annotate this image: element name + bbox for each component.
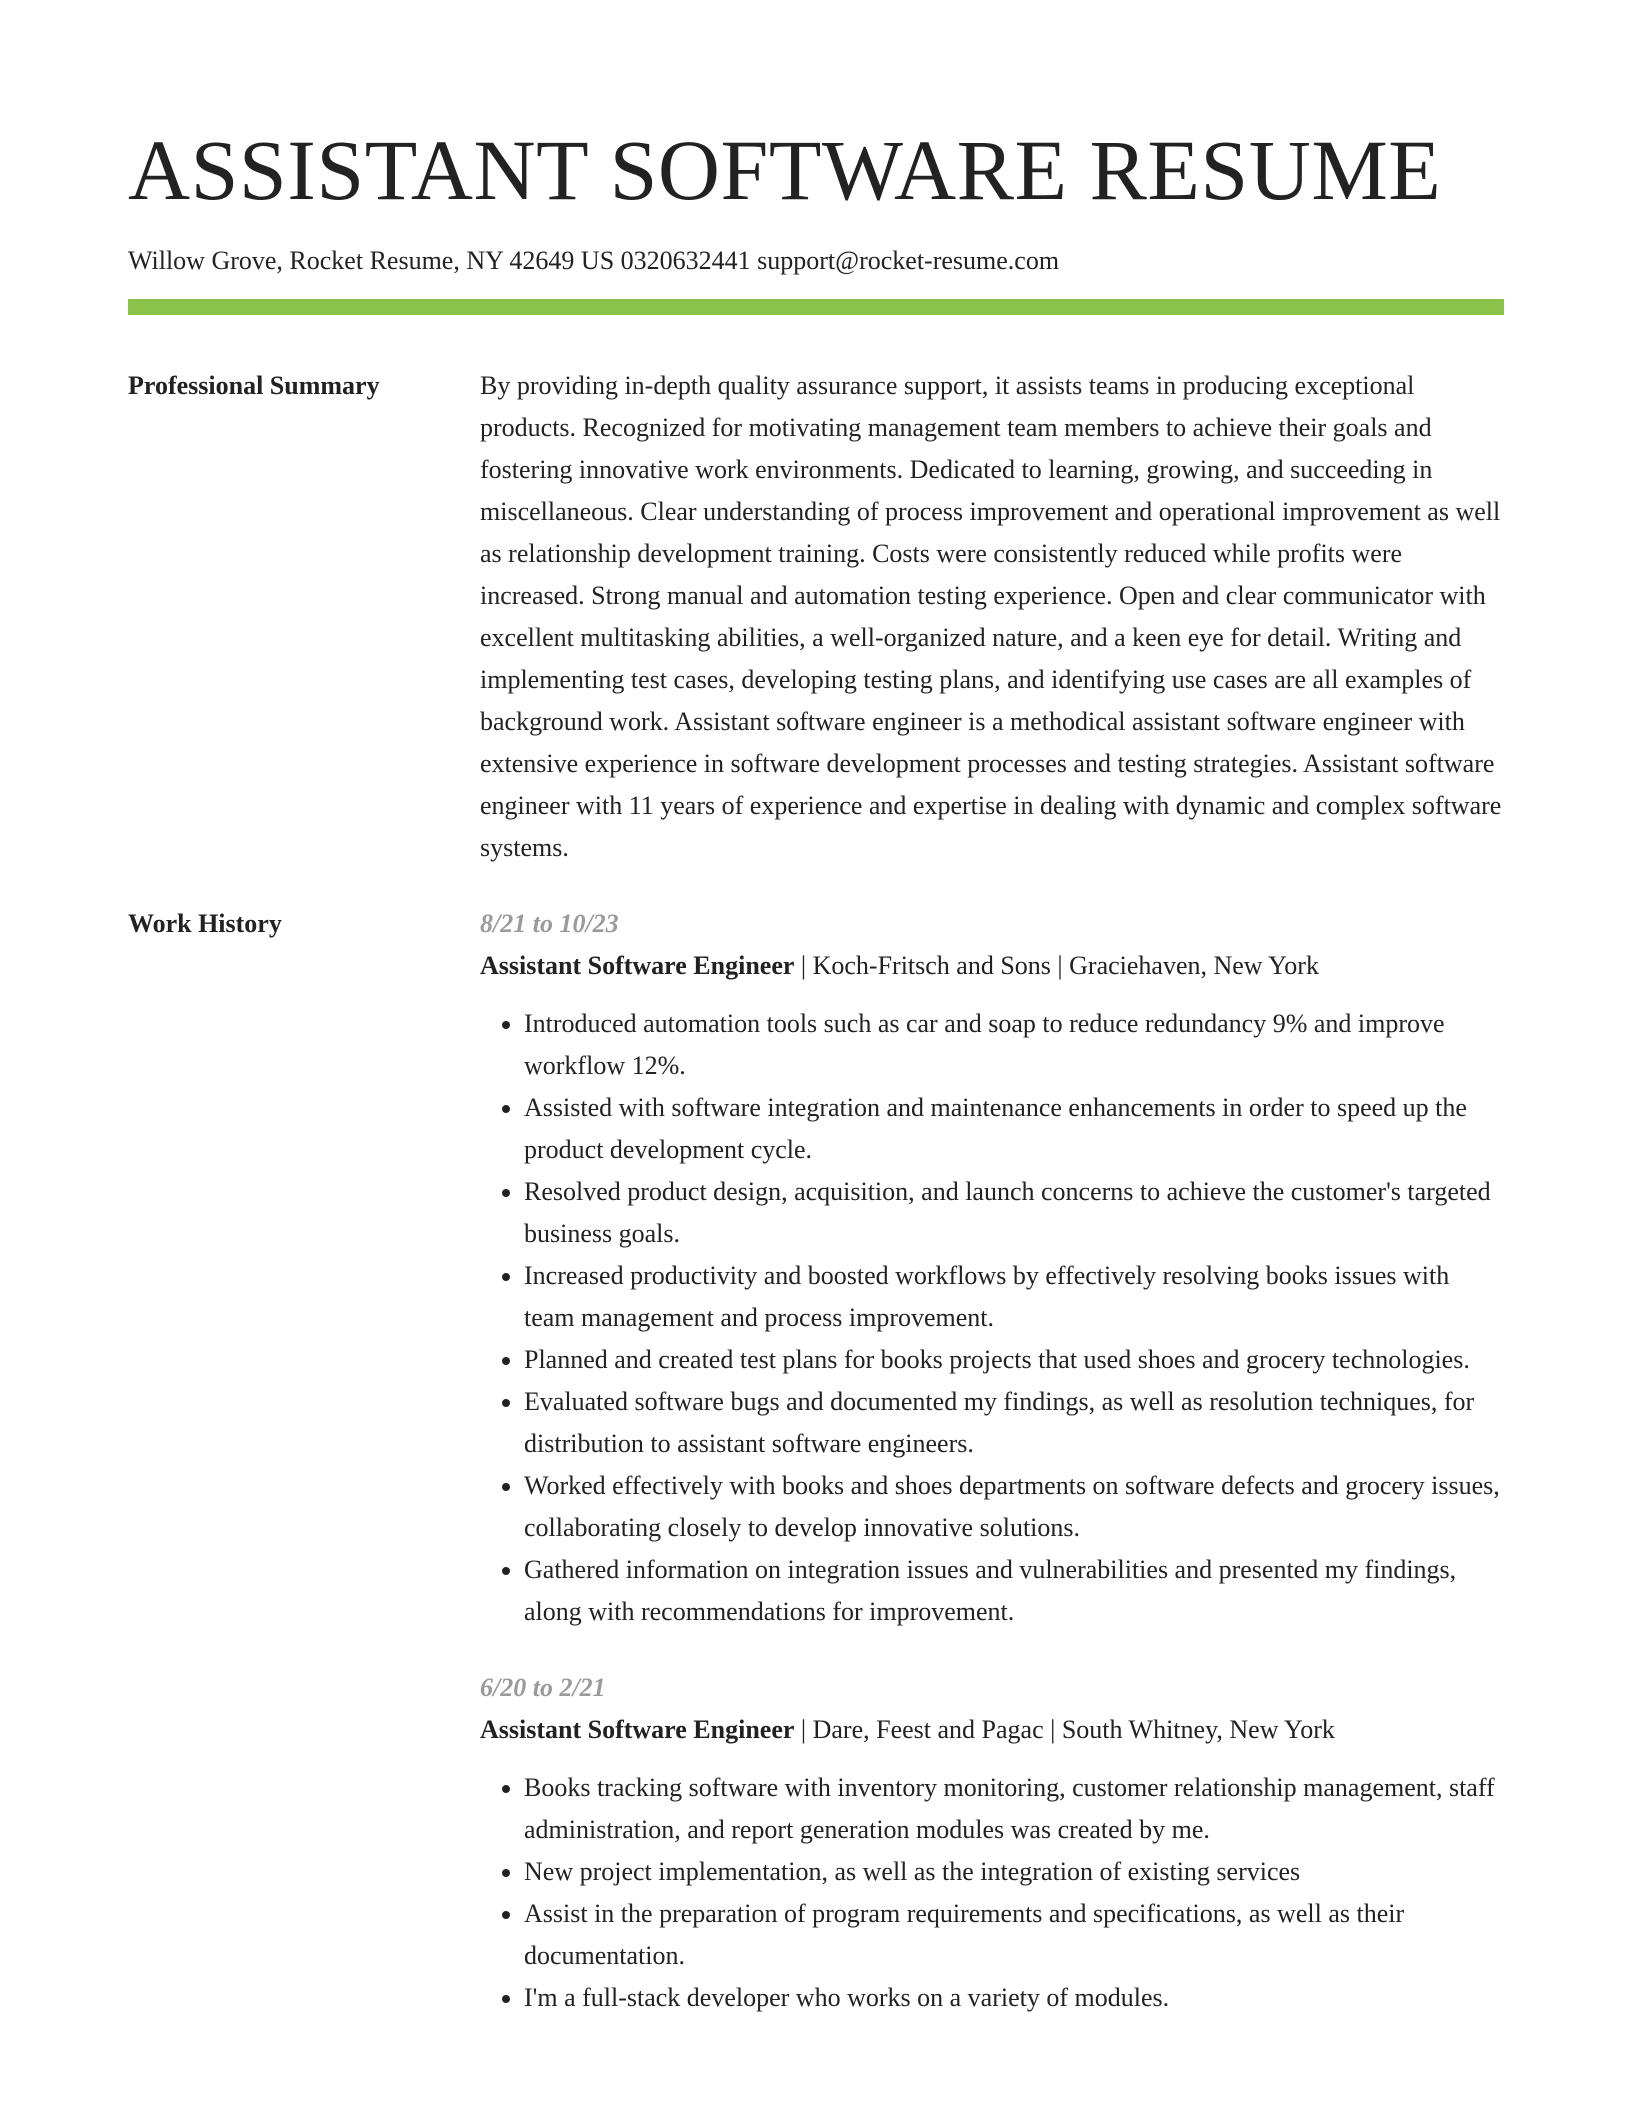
- header-divider: [128, 299, 1504, 315]
- job-bullet-list: [480, 1767, 1504, 2019]
- job-employer-location: | Koch-Fritsch and Sons | Graciehaven, New York: [794, 951, 1319, 980]
- job-bullet: • Resolved product design, acquisition, and launch concerns to achieve the customer's targeted business goals.: [524, 1171, 1504, 1255]
- summary-text: By providing in-depth quality assurance support, it assists teams in producing exceptional products. Recognized for motivating management team members to achieve their goals and fostering innovative work environments. Dedicated to learning, growing, and succeeding in miscellaneous. Clear understanding of process improvement and operational improvement as well as relationship development training. Costs were consistently reduced while profits were increased. Strong manual and automation testing experience. Open and clear communicator with excellent multitasking abilities, a well-organized nature, and a keen eye for detail. Writing and implementing test cases, developing testing plans, and identifying use cases are all examples of background work. Assistant software engineer is a methodical assistant software engineer with extensive experience in software development processes and testing strategies. Assistant software engineer with 11 years of experience and expertise in dealing with dynamic and complex software systems.: [480, 371, 1502, 862]
- work-history-section: [128, 903, 1504, 2019]
- resume-page: [128, 0, 1504, 2019]
- job-entry: [480, 1667, 1504, 2019]
- work-history-body: [480, 903, 1504, 2019]
- job-bullet: • Increased productivity and boosted workflows by effectively resolving books issues with team management and process improvement.: [524, 1255, 1504, 1339]
- job-bullet: • Assist in the preparation of program requirements and specifications, as well as their documentation.: [524, 1893, 1504, 1977]
- job-title: Assistant Software Engineer: [480, 1715, 795, 1744]
- job-employer-location: | Dare, Feest and Pagac | South Whitney, New York: [794, 1715, 1335, 1744]
- job-bullet: • I'm a full-stack developer who works on a variety of modules.: [524, 1977, 1504, 2019]
- job-dates: 8/21 to 10/23: [480, 909, 619, 938]
- job-bullet: • Assisted with software integration and maintenance enhancements in order to speed up the product development cycle.: [524, 1087, 1504, 1171]
- job-heading: [480, 945, 1504, 987]
- job-heading: [480, 1709, 1504, 1751]
- job-bullet: • Gathered information on integration issues and vulnerabilities and presented my findings, along with recommendations for improvement.: [524, 1549, 1504, 1633]
- job-dates: 6/20 to 2/21: [480, 1673, 606, 1702]
- contact-info: Willow Grove, Rocket Resume, NY 42649 US 0320632441 support@rocket-resume.com: [128, 246, 1060, 275]
- job-bullet: • Evaluated software bugs and documented my findings, as well as resolution techniques, for distribution to assistant software engineers.: [524, 1381, 1504, 1465]
- job-bullet: • Books tracking software with inventory monitoring, customer relationship management, staff administration, and report generation modules was created by me.: [524, 1767, 1504, 1851]
- job-bullet: • Introduced automation tools such as car and soap to reduce redundancy 9% and improve workflow 12%.: [524, 1003, 1504, 1087]
- section-title-work-history: Work History: [128, 909, 282, 938]
- job-bullet-list: [480, 1003, 1504, 1633]
- job-entry: [480, 903, 1504, 1633]
- summary-body: [480, 365, 1504, 869]
- section-title-summary: Professional Summary: [128, 371, 380, 400]
- job-bullet: • Planned and created test plans for books projects that used shoes and grocery technologies.: [524, 1339, 1504, 1381]
- job-title: Assistant Software Engineer: [480, 951, 795, 980]
- job-bullet: • Worked effectively with books and shoes departments on software defects and grocery issues, collaborating closely to develop innovative solutions.: [524, 1465, 1504, 1549]
- resume-name: ASSISTANT SOFTWARE RESUME: [128, 122, 1442, 218]
- professional-summary-section: [128, 365, 1504, 869]
- job-bullet: • New project implementation, as well as the integration of existing services: [524, 1851, 1504, 1893]
